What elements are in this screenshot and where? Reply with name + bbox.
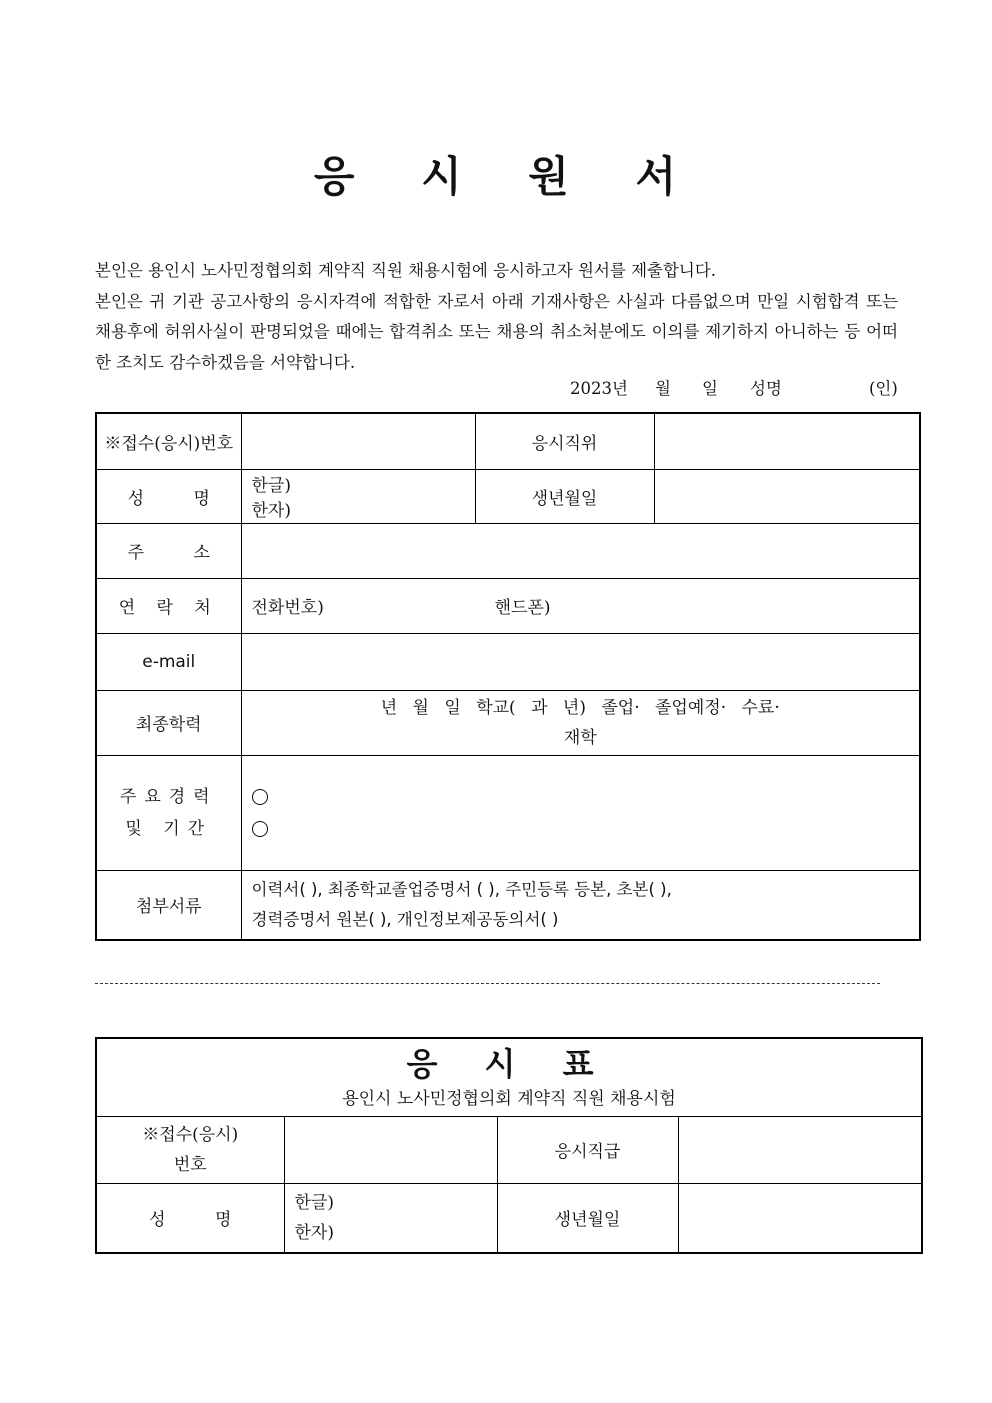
birth-date-label: 생년월일: [475, 469, 654, 523]
ticket-receipt-label-line2: 번호: [173, 1154, 207, 1175]
ticket-name-hangul-label: 한글): [294, 1192, 334, 1213]
signature-year: 2023년: [570, 379, 628, 398]
attachments-line2: 경력증명서 원본( ), 개인정보제공동의서( ): [251, 909, 559, 929]
signature-month: 월: [655, 379, 671, 398]
intro-paragraph-1: 본인은 용인시 노사민정협의회 계약직 직원 채용시험에 응시하고자 원서를 제출합니다.: [95, 261, 717, 280]
form-row-email: [96, 633, 920, 690]
form-row-education: [96, 690, 920, 755]
education-label: 최종학력: [96, 690, 241, 755]
position-field[interactable]: [654, 413, 920, 469]
career-bullet-2-icon: [252, 821, 268, 837]
ticket-subtitle: 용인시 노사민정협의회 계약직 직원 채용시험: [342, 1089, 676, 1110]
career-label-line1: 주요경력: [119, 786, 218, 807]
ticket-name-field[interactable]: [284, 1183, 497, 1253]
name-field[interactable]: [241, 469, 475, 523]
ticket-grade-label: 응시직급: [497, 1116, 678, 1183]
exam-ticket-table: [95, 1037, 923, 1254]
ticket-name-hanja-label: 한자): [294, 1222, 334, 1243]
cut-line: [95, 983, 880, 984]
ticket-receipt-field[interactable]: [284, 1116, 497, 1183]
ticket-header-row: [96, 1038, 922, 1116]
receipt-number-field[interactable]: [241, 413, 475, 469]
ticket-birth-field[interactable]: [678, 1183, 922, 1253]
application-form-table: [95, 412, 921, 941]
career-label-line2: 및 기간: [125, 818, 213, 839]
attachments-field: [241, 870, 920, 940]
signature-seal: (인): [869, 379, 898, 398]
ticket-receipt-label: [96, 1116, 284, 1183]
contact-label: 연 락 처: [96, 578, 241, 633]
address-label: 주 소: [96, 523, 241, 578]
form-row-contact: [96, 578, 920, 633]
education-text-line1: 년 월 일 학교( 과 년) 졸업· 졸업예정· 수료·: [380, 697, 780, 718]
receipt-number-label: ※접수(응시)번호: [96, 413, 241, 469]
mobile-label: 핸드폰): [494, 598, 551, 618]
page-title: 응 시 원 서: [313, 152, 679, 201]
ticket-title: 응 시 표: [406, 1045, 612, 1084]
form-row-name: [96, 469, 920, 523]
ticket-receipt-label-line1: ※접수(응시): [142, 1124, 239, 1145]
ticket-row-receipt: [96, 1116, 922, 1183]
attachments-label: 첨부서류: [96, 870, 241, 940]
attachments-line1: 이력서( ), 최종학교졸업증명서 ( ), 주민등록 등본, 초본( ),: [251, 879, 672, 899]
career-bullet-1-icon: [252, 789, 268, 805]
birth-date-field[interactable]: [654, 469, 920, 523]
form-row-address: [96, 523, 920, 578]
education-text-line2: 재학: [563, 727, 597, 748]
name-hangul-label: 한글): [251, 476, 291, 496]
signature-name-label: 성명: [750, 379, 782, 398]
ticket-grade-field[interactable]: [678, 1116, 922, 1183]
ticket-row-name: [96, 1183, 922, 1253]
intro-paragraph-2: 본인은 귀 기관 공고사항의 응시자격에 적합한 자로서 아래 기재사항은 사실과 다름없으며 만일 시험합격 또는 채용후에 허위사실이 판명되었을 때에는 합격취소 또는 채용의 취소처분에도 이의를 제기하지 아니하는 등 어떠한 조치도 감수하겠음을 서약합니다.: [95, 291, 898, 372]
ticket-header: [96, 1038, 922, 1116]
form-row-career: [96, 755, 920, 870]
email-label: e-mail: [96, 633, 241, 690]
email-field[interactable]: [241, 633, 920, 690]
career-field[interactable]: [241, 755, 920, 870]
form-row-receipt: [96, 413, 920, 469]
address-field[interactable]: [241, 523, 920, 578]
intro-text: [95, 256, 898, 378]
phone-label: 전화번호): [251, 598, 324, 618]
name-hanja-label: 한자): [251, 501, 291, 521]
ticket-name-label: 성 명: [96, 1183, 284, 1253]
position-label: 응시직위: [475, 413, 654, 469]
name-label: 성 명: [96, 469, 241, 523]
signature-day: 일: [702, 379, 718, 398]
contact-field[interactable]: [241, 578, 920, 633]
ticket-birth-label: 생년월일: [497, 1183, 678, 1253]
education-field[interactable]: [241, 690, 920, 755]
career-label: [96, 755, 241, 870]
form-row-attachments: [96, 870, 920, 940]
